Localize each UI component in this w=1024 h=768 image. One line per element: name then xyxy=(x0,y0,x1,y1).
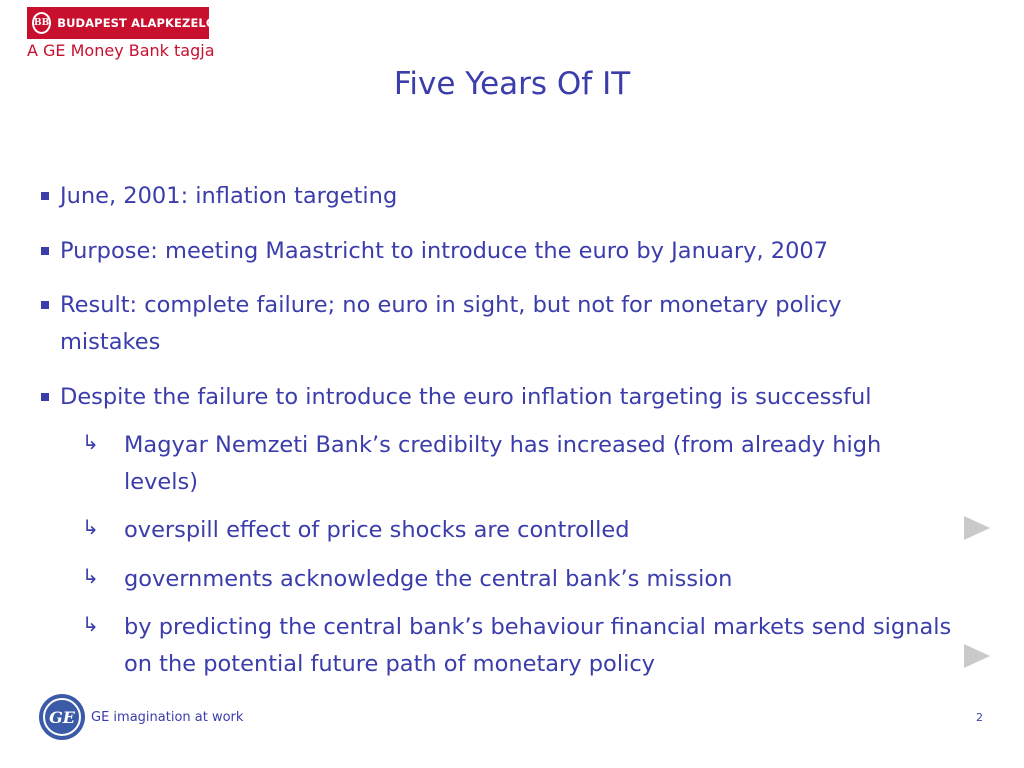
bullet-item: Despite the failure to introduce the euro inflation targeting is successful xyxy=(60,379,940,416)
sub-bullet-arrow-icon: ↳ xyxy=(82,515,99,539)
budapest-alapkezelo-logo xyxy=(27,7,216,39)
bullet-item: June, 2001: inflation targeting xyxy=(60,178,940,215)
bullet-item: Result: complete failure; no euro in sight, but not for monetary policy mistakes xyxy=(60,287,940,361)
ge-logo xyxy=(39,694,85,740)
end-slide-play-icon[interactable] xyxy=(964,644,990,668)
brand-mark-icon: BB xyxy=(32,12,51,34)
brand-name: BUDAPEST ALAPKEZELŐ xyxy=(57,16,216,30)
sub-bullet-arrow-icon: ↳ xyxy=(82,612,99,636)
next-slide-play-icon[interactable] xyxy=(964,516,990,540)
sub-bullet-item: governments acknowledge the central bank’s mission xyxy=(124,566,733,592)
ge-monogram-icon: GE xyxy=(43,698,81,736)
sub-bullet-arrow-icon: ↳ xyxy=(82,564,99,588)
slide-title: Five Years Of IT xyxy=(393,66,631,102)
sub-bullet-item: overspill effect of price shocks are controlled xyxy=(124,517,630,543)
sub-bullet-arrow-icon: ↳ xyxy=(82,430,99,454)
sub-bullet-item: Magyar Nemzeti Bank’s credibilty has increased (from already high levels) xyxy=(124,432,882,495)
ge-slogan: GE imagination at work xyxy=(91,710,244,725)
page-number: 2 xyxy=(976,711,983,724)
sub-bullet-item: by predicting the central bank’s behaviour financial markets send signals on the potential future path of monetary policy xyxy=(124,614,952,677)
bullet-item: Purpose: meeting Maastricht to introduce the euro by January, 2007 xyxy=(60,233,940,270)
brand-tagline: A GE Money Bank tagja xyxy=(27,41,215,60)
